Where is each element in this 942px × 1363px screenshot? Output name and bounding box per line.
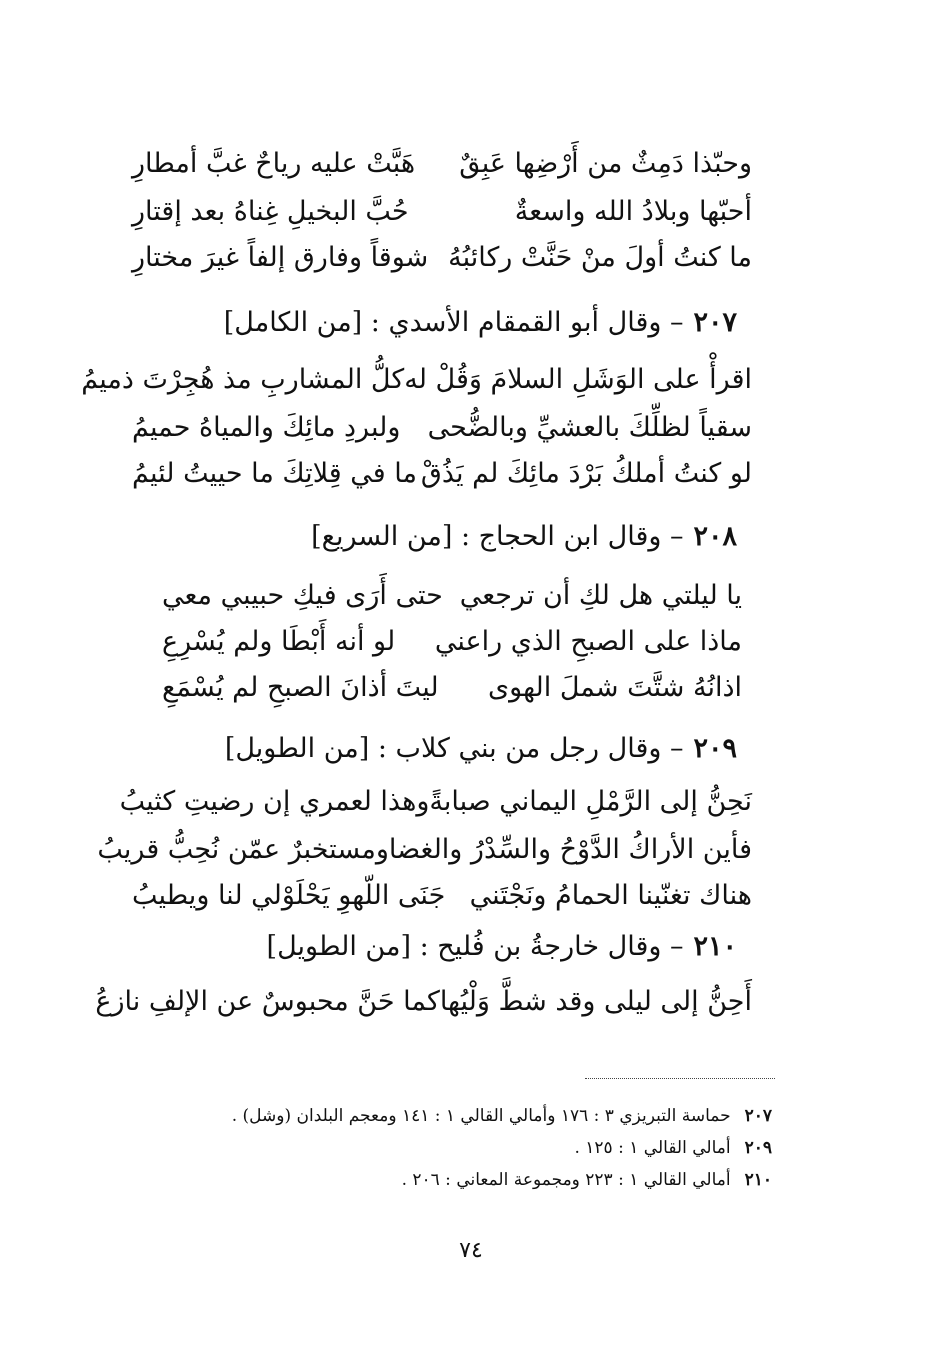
verse-second-hemistich: جَنَى اللّهوِ يَحْلَوْلي لنا ويطيبُ [132,879,446,911]
footnote-number: ٢١٠ [744,1170,772,1190]
verse-first-hemistich: لو كنتُ أملكُ بَرْدَ مائِكَ لم يَذُقْ [420,457,752,489]
verse-second-hemistich: ومستخبرٌ عمّن نُحِبُّ قريبُ [97,833,389,865]
verse-line [132,138,752,188]
page-number: ٧٤ [459,1238,483,1263]
verse-first-hemistich: وحبّذا دَمِثٌ من أَرْضِها عَبِقٌ [459,147,752,179]
section-heading [267,926,737,966]
footnote-number: ٢٠٧ [744,1106,772,1126]
verse-second-hemistich: حُبَّ البخيلِ غِناهُ بعد إقتارِ [132,195,409,227]
verse-line [162,570,742,620]
verse-line [132,448,752,498]
verse-first-hemistich: نَحِنُّ إلى الرَّمْلِ اليماني صبابةً [429,785,752,817]
section-intro: – وقال أبو القمقام الأسدي : [من الكامل] [223,306,684,338]
verse-first-hemistich: اذانُهُ شتَّتَ شملَ الهوى [488,671,742,703]
verse-first-hemistich: أحبّها وبلادُ الله واسعةٌ [514,195,752,227]
verse-first-hemistich: هناك تغنّينا الحمامُ ونَجْتَني [469,879,752,911]
section-heading [311,516,737,556]
verse-first-hemistich: سقياً لظلِّكَ بالعشيِّ وبالضُّحى [427,411,752,443]
verse-line [132,232,752,282]
verse-first-hemistich: ماذا على الصبحِ الذي راعني [434,625,742,657]
verse-line [132,870,752,920]
verse-line [162,616,742,666]
verse-second-hemistich: وهذا لعمري إن رضيتِ كثيبُ [119,785,430,817]
verse-second-hemistich: كلُّ المشاربِ مذ هُجِرْتَ ذميمُ [81,363,405,395]
section-number: ٢٠٩ [693,732,737,764]
verse-line [81,354,752,404]
verse-line [119,776,752,826]
section-number: ٢٠٧ [693,306,737,338]
footnote [574,1134,772,1162]
verse-line [162,662,742,712]
section-number: ٢١٠ [693,930,737,962]
verse-first-hemistich: ما كنتُ أولَ منْ حَنَّتْ ركائبُهُ [448,241,752,273]
verse-first-hemistich: اقرأْ على الوَشَلِ السلامَ وَقُلْ له [404,363,752,395]
section-intro: – وقال ابن الحجاج : [من السريع] [311,520,684,552]
verse-first-hemistich: أَحِنُّ إلى ليلى وقد شطَّ وَلْيُها [439,985,752,1017]
verse-line [132,402,752,452]
footnote-separator [585,1078,775,1079]
verse-second-hemistich: حتى أَرَى فيكِ حبيبي معي [162,579,443,611]
section-heading [224,302,737,342]
verse-line [95,976,752,1026]
verse-second-hemistich: ولبردِ مائِكَ والمياهُ حميمُ [132,411,401,443]
verse-second-hemistich: ما في قِلاتِكَ ما حييتُ لئيمُ [132,457,417,489]
verse-second-hemistich: كما حَنَّ محبوسٌ عن الإلفِ نازعُ [95,985,440,1017]
verse-first-hemistich: فأين الأراكُ الدَّوْحُ والسِّدْرُ والغضا [388,833,752,865]
footnote-text: أمالي القالي ١ : ١٢٥ . [574,1138,731,1158]
verse-line [132,186,752,236]
footnote [402,1166,772,1194]
verse-second-hemistich: هَبَّتْ عليه رياحٌ غبَّ أمطارِ [132,147,416,179]
verse-second-hemistich: شوقاً وفارق إلفاً غيرَ مختارِ [132,241,429,273]
section-number: ٢٠٨ [693,520,737,552]
verse-second-hemistich: ليتَ أذانَ الصبحِ لم يُسْمَعِ [162,671,439,703]
footnote-text: حماسة التبريزي ٣ : ١٧٦ وأمالي القالي ١ : ١٤١ ومعجم البلدان (وشل) . [231,1106,731,1126]
section-heading [225,728,737,768]
footnote [232,1102,772,1130]
footnote-number: ٢٠٩ [744,1138,772,1158]
section-intro: – وقال رجل من بني كلاب : [من الطويل] [224,732,684,764]
section-intro: – وقال خارجةُ بن فُليح : [من الطويل] [266,930,684,962]
footnote-text: أمالي القالي ١ : ٢٢٣ ومجموعة المعاني : ٢٠٦ . [401,1170,731,1190]
verse-line [97,824,752,874]
verse-first-hemistich: يا ليلتي هل لكِ أن ترجعي [459,579,742,611]
verse-second-hemistich: لو أنه أَبْطَا ولم يُسْرِعِ [162,625,396,657]
